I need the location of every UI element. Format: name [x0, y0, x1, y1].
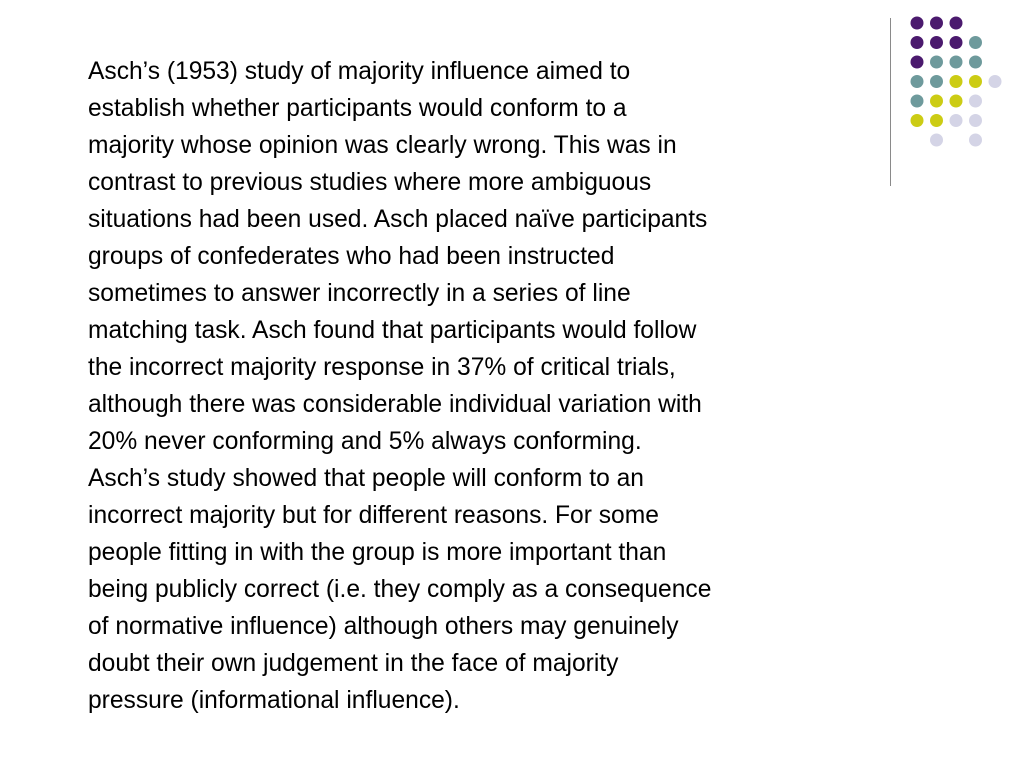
- body-line: situations had been used. Asch placed naïve participants: [88, 206, 708, 233]
- decorative-dot: [930, 134, 943, 147]
- decorative-dot: [989, 75, 1002, 88]
- body-line: matching task. Asch found that participants would follow: [88, 317, 697, 344]
- decorative-dot: [969, 134, 982, 147]
- body-line: the incorrect majority response in 37% of critical trials,: [88, 354, 676, 381]
- vertical-divider: [890, 18, 891, 186]
- body-line: people fitting in with the group is more important than: [88, 539, 667, 566]
- decorative-dot: [950, 36, 963, 49]
- decorative-dot: [950, 95, 963, 108]
- decorative-dot: [930, 75, 943, 88]
- body-line: sometimes to answer incorrectly in a series of line: [88, 280, 631, 307]
- body-line: 20% never conforming and 5% always conforming.: [88, 428, 642, 455]
- decorative-dot: [950, 114, 963, 127]
- slide-body-text: [88, 53, 888, 719]
- body-line: Asch’s (1953) study of majority influence aimed to: [88, 58, 631, 85]
- decorative-dot: [950, 56, 963, 69]
- decorative-dot: [911, 114, 924, 127]
- decorative-dot: [911, 17, 924, 30]
- body-line: incorrect majority but for different reasons. For some: [88, 502, 659, 529]
- body-line: Asch’s study showed that people will conform to an: [88, 465, 644, 492]
- decorative-dot: [969, 95, 982, 108]
- body-line: pressure (informational influence).: [88, 687, 460, 714]
- decorative-dot: [911, 95, 924, 108]
- body-line: majority whose opinion was clearly wrong. This was in: [88, 132, 677, 159]
- decorative-dot: [950, 17, 963, 30]
- decorative-dot: [911, 36, 924, 49]
- body-line: although there was considerable individual variation with: [88, 391, 702, 418]
- decorative-dot: [930, 114, 943, 127]
- decorative-dot: [911, 75, 924, 88]
- decorative-dot: [969, 114, 982, 127]
- decorative-dot: [969, 36, 982, 49]
- decorative-dot: [930, 56, 943, 69]
- body-line: doubt their own judgement in the face of majority: [88, 650, 619, 677]
- decorative-dot: [930, 36, 943, 49]
- decorative-dot: [911, 56, 924, 69]
- body-line: being publicly correct (i.e. they comply as a consequence: [88, 576, 712, 603]
- body-line: groups of confederates who had been instructed: [88, 243, 615, 270]
- decorative-dot: [930, 95, 943, 108]
- body-line: of normative influence) although others may genuinely: [88, 613, 679, 640]
- decorative-dot: [969, 75, 982, 88]
- body-line: establish whether participants would conform to a: [88, 95, 627, 122]
- decorative-dot: [969, 56, 982, 69]
- body-line: contrast to previous studies where more ambiguous: [88, 169, 652, 196]
- decorative-dot: [950, 75, 963, 88]
- decorative-dot: [930, 17, 943, 30]
